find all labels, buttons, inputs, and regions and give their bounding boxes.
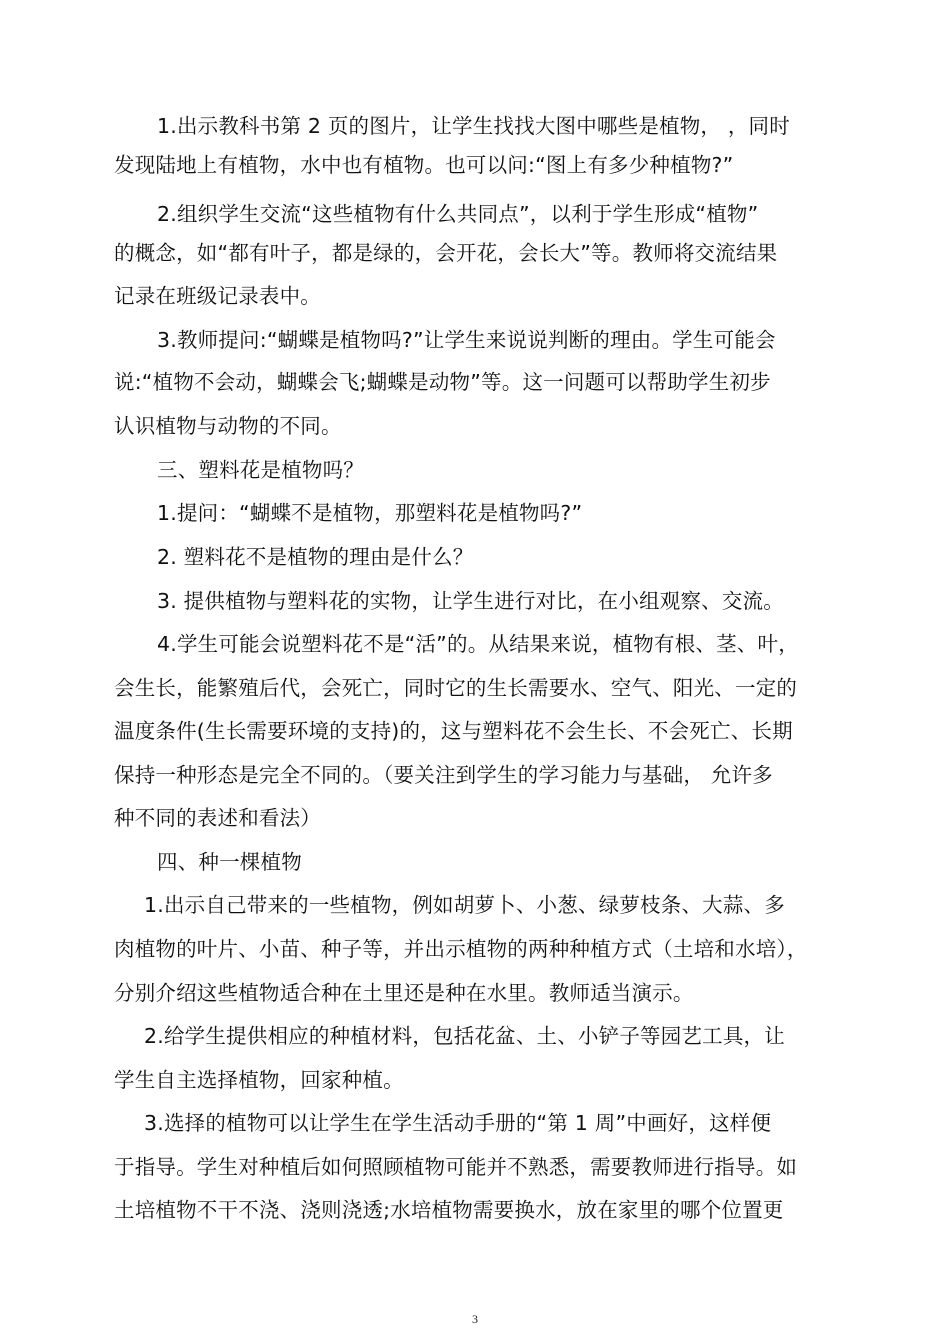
text-line-22: 2.给学生提供相应的种植材料，包括花盆、土、小铲子等园艺工具，让	[144, 1024, 785, 1048]
text-line-16: 保持一种形态是完全不同的。（要关注到学生的学习能力与基础， 允许多	[114, 763, 773, 787]
text-line-3: 2.组织学生交流“这些植物有什么共同点”，以利于学生形成“植物”	[157, 202, 759, 226]
text-line-10: 1.提问：“蝴蝶不是植物，那塑料花是植物吗?”	[157, 501, 583, 525]
text-line-20: 肉植物的叶片、小苗、种子等，并出示植物的两种种植方式（土培和水培），	[114, 937, 808, 961]
section-heading-4: 四、种一棵植物	[157, 850, 302, 874]
text-line-25: 于指导。学生对种植后如何照顾植物可能并不熟悉，需要教师进行指导。如	[114, 1155, 798, 1179]
section-heading-3: 三、塑料花是植物吗？	[157, 458, 364, 482]
text-line-17: 种不同的表述和看法）	[114, 806, 321, 830]
text-line-11: 2. 塑料花不是植物的理由是什么？	[157, 545, 474, 569]
text-line-5: 记录在班级记录表中。	[114, 284, 321, 308]
text-line-8: 认识植物与动物的不同。	[114, 414, 342, 438]
text-line-12: 3. 提供植物与塑料花的实物，让学生进行对比，在小组观察、交流。	[157, 589, 784, 613]
page-number: 3	[472, 1312, 478, 1326]
text-line-21: 分别介绍这些植物适合种在土里还是种在水里。教师适当演示。	[114, 981, 694, 1005]
text-line-26: 土培植物不干不浇、浇则浇透;水培植物需要换水，放在家里的哪个位置更	[114, 1198, 784, 1222]
text-line-23: 学生自主选择植物，回家种植。	[114, 1068, 404, 1092]
text-line-2: 发现陆地上有植物，水中也有植物。也可以问:“图上有多少种植物?”	[114, 153, 734, 177]
text-line-1: 1.出示教科书第 2 页的图片，让学生找找大图中哪些是植物， ，同时	[157, 114, 790, 138]
text-line-24: 3.选择的植物可以让学生在学生活动手册的“第 1 周”中画好，这样便	[144, 1111, 772, 1135]
text-line-4: 的概念，如“都有叶子，都是绿的，会开花，会长大”等。教师将交流结果	[114, 241, 778, 265]
text-line-14: 会生长，能繁殖后代，会死亡，同时它的生长需要水、空气、阳光、一定的	[114, 676, 798, 700]
text-line-15: 温度条件(生长需要环境的支持)的，这与塑料花不会生长、不会死亡、长期	[114, 719, 793, 743]
text-line-7: 说:“植物不会动，蝴蝶会飞;蝴蝶是动物”等。这一问题可以帮助学生初步	[114, 370, 771, 394]
text-line-19: 1.出示自己带来的一些植物，例如胡萝卜、小葱、绿萝枝条、大蒜、多	[144, 893, 785, 917]
text-line-13: 4.学生可能会说塑料花不是“活”的。从结果来说，植物有根、茎、叶，	[157, 632, 799, 656]
text-line-6: 3.教师提问:“蝴蝶是植物吗?”让学生来说说判断的理由。学生可能会	[157, 328, 776, 352]
